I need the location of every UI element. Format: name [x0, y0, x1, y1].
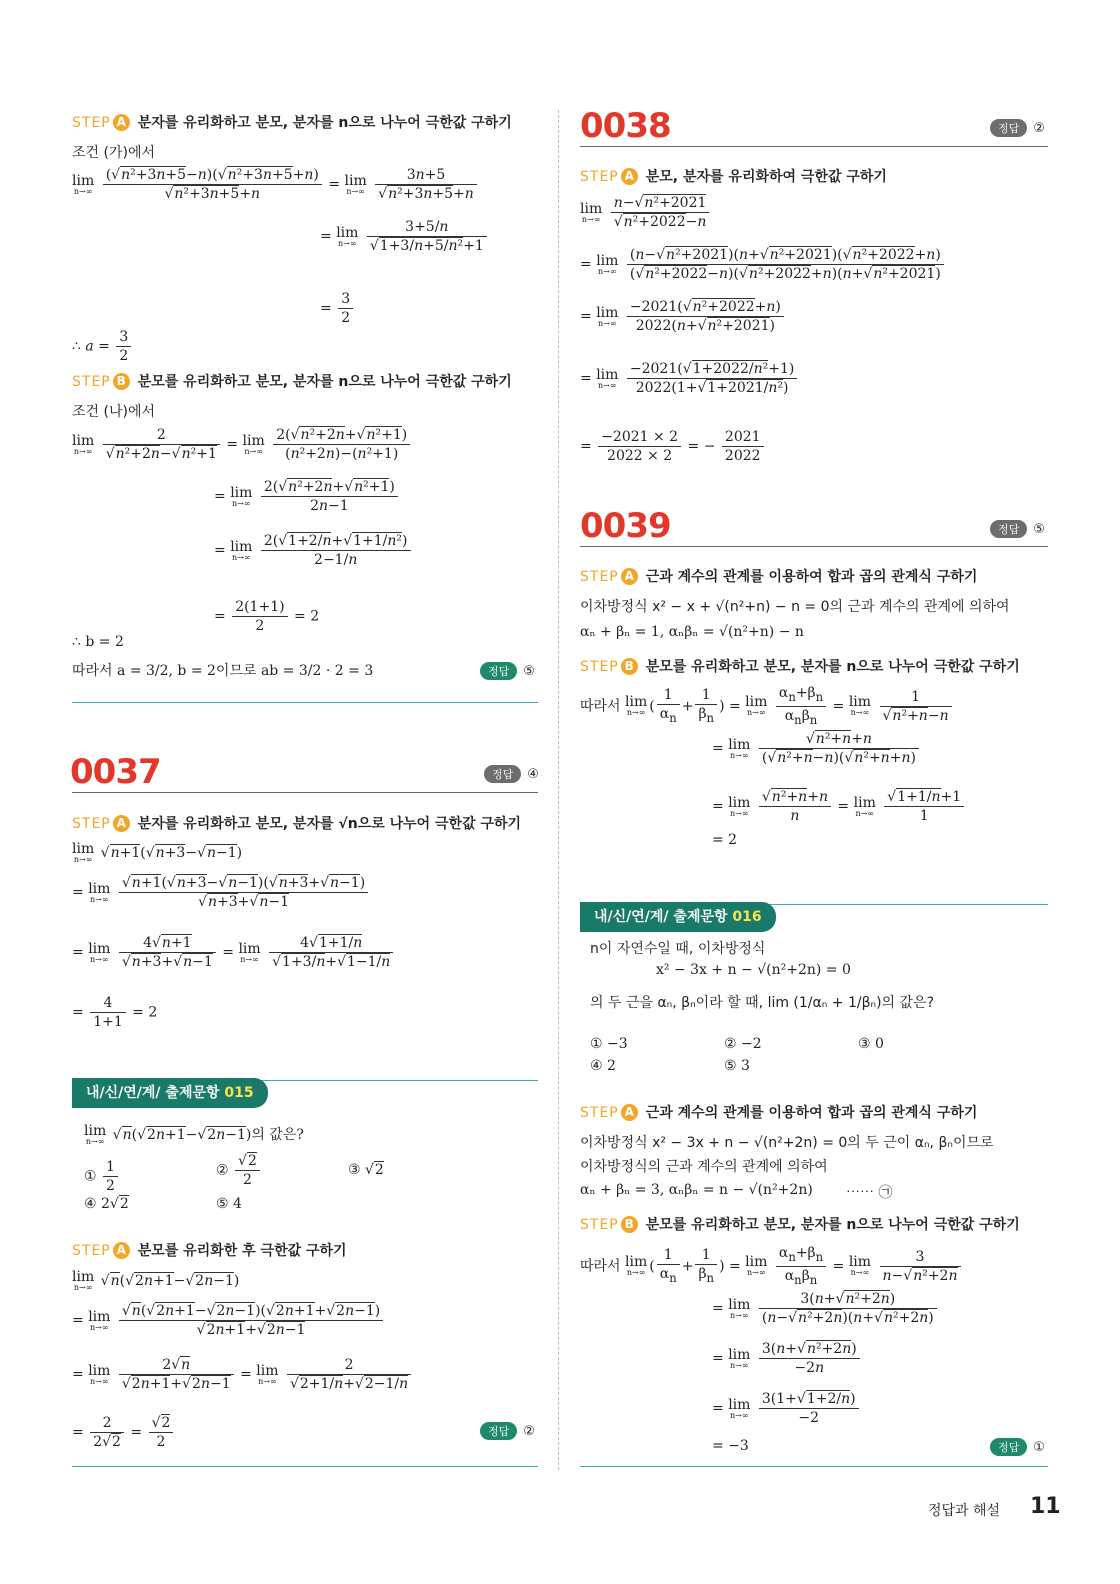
equation: = $\frac{4}{1+1}$ = 2 — [72, 995, 158, 1030]
equation: = $\frac{3}{2}$ — [320, 290, 355, 327]
answer — [480, 1422, 535, 1440]
step-tag: STEP — [580, 659, 619, 675]
question-equation: x² − 3x + n − √(n²+2n) = 0 — [656, 962, 851, 978]
question-line: n이 자연수일 때, 이차방정식 — [590, 941, 766, 957]
option[interactable]: ② $\frac{√2}{2}$ — [216, 1152, 262, 1189]
answer — [484, 765, 539, 783]
equation: = lim n→∞ $\frac{3+5/n}{\text{√1+3/n+5/n²+1}}$ — [320, 218, 489, 255]
step-a-015 — [72, 1240, 347, 1260]
step-title: 분모, 분자를 유리화하여 극한값 구하기 — [645, 169, 887, 185]
answer-badge: 정답 — [480, 1422, 517, 1440]
step-badge: A — [113, 114, 130, 131]
step-title: 분모를 유리화한 후 극한값 구하기 — [137, 1243, 347, 1259]
answer — [480, 662, 535, 680]
equation: = −3 — [712, 1438, 749, 1454]
header-number: 015 — [224, 1085, 254, 1101]
step-badge: A — [621, 568, 638, 585]
answer-badge: 정답 — [990, 1438, 1027, 1456]
option[interactable]: ③ √2 — [348, 1162, 384, 1178]
step-tag: STEP — [580, 1217, 619, 1233]
text-line: αₙ + βₙ = 1, αₙβₙ = √(n²+n) − n — [580, 624, 804, 640]
step-badge: A — [621, 168, 638, 185]
divider — [72, 792, 538, 793]
linked-problem-header — [580, 902, 776, 932]
equation: lim n→∞ $\frac{2}{\text{√n²+2n−√n²+1}}$ = lim n→∞ $\frac{\text{2(√n²+2n+√n²+1)}}{\text{(n²+2n)−(n²+1)}}$ — [72, 426, 412, 463]
conclusion: 따라서 a = 3/2, b = 2이므로 ab = 3/2 · 2 = 3 — [72, 663, 374, 679]
text-line: 이차방정식의 근과 계수의 관계에 의하여 — [580, 1159, 828, 1175]
equation: = lim n→∞ $\frac{\text{2(√n²+2n+√n²+1)}}{2n-1}$ — [214, 478, 400, 515]
column-divider — [558, 110, 559, 1470]
step-tag: STEP — [72, 374, 111, 390]
question-line: 의 두 근을 αₙ, βₙ이라 할 때, lim (1/αₙ + 1/βₙ)의 값은? — [590, 995, 935, 1011]
question: lim n→∞ √n(√2n+1−√2n−1)의 값은? — [84, 1123, 304, 1146]
step-tag: STEP — [72, 115, 111, 131]
equation: = lim n→∞ $\frac{2√n}{√2n+1+√2n-1}$ = lim n→∞ $\frac{2}{√2+1/n+√2-1/n}$ — [72, 1356, 413, 1393]
option[interactable]: ④ 2 — [590, 1058, 616, 1074]
step-b-0036 — [72, 371, 512, 391]
step-a-0037 — [72, 813, 521, 833]
header-label: 내/신/연/계/ 출제문항 — [594, 909, 728, 925]
equation: ∴ a = $\frac{3}{2}$ — [72, 328, 133, 365]
equation: = lim n→∞ $\frac{3(1+√1+2/n)}{-2}$ — [712, 1390, 861, 1427]
fraction: $\frac{\text{(√n²+3n+5−n)(√n²+3n+5+n)}}{\text{√n²+3n+5+n}}$ — [103, 166, 322, 203]
equation: lim n→∞ $\frac{\text{n−√n²+2021}}{\text{√n²+2022−n}}$ — [580, 194, 711, 231]
answer-value: ⑤ — [523, 664, 535, 679]
answer-value: ⑤ — [1033, 522, 1045, 537]
problem-number: 0039 — [580, 506, 671, 546]
step-title: 분모를 유리화하고 분모, 분자를 n으로 나누어 극한값 구하기 — [645, 659, 1020, 675]
equation: = $\frac{2(1+1)}{2}$ = 2 — [214, 599, 320, 634]
step-badge: B — [621, 658, 638, 675]
step-badge: B — [621, 1216, 638, 1233]
divider — [72, 1466, 538, 1467]
divider — [580, 146, 1048, 147]
answer-value: ② — [1033, 121, 1045, 136]
divider — [580, 546, 1048, 547]
answer-badge: 정답 — [484, 765, 521, 783]
footer-label: 정답과 해설 — [928, 1503, 1001, 1519]
divider — [580, 1466, 1048, 1467]
equation: = $\frac{-2021 \times 2}{2022 \times 2}$ = − $\frac{2021}{2022}$ — [580, 428, 766, 465]
step-title: 분모를 유리화하고 분모, 분자를 n으로 나누어 극한값 구하기 — [645, 1217, 1020, 1233]
step-badge: A — [113, 815, 130, 832]
page-number: 11 — [1030, 1494, 1061, 1519]
option[interactable]: ③ 0 — [858, 1036, 884, 1052]
problem-number: 0037 — [70, 752, 161, 792]
divider — [72, 702, 538, 703]
text-line: 이차방정식 x² − 3x + n − √(n²+2n) = 0의 두 근이 αₙ, βₙ이므로 — [580, 1135, 994, 1151]
equation: = lim n→∞ $\frac{\text{3(n+√n²+2n)}}{\text{(n−√n²+2n)(n+√n²+2n)}}$ — [712, 1290, 939, 1327]
equation-marker: ⋯⋯ ㉠ — [846, 1185, 893, 1201]
step-tag: STEP — [580, 169, 619, 185]
option[interactable]: ④ 2√2 — [84, 1196, 129, 1212]
step-title: 분자를 유리화하고 분모, 분자를 n으로 나누어 극한값 구하기 — [137, 115, 512, 131]
step-tag: STEP — [580, 1105, 619, 1121]
equation: = lim n→∞ $\frac{\text{√n²+n+n}}{n}$ = lim n→∞ $\frac{√1+1/n+1}{1}$ — [712, 788, 966, 825]
text-line: αₙ + βₙ = 3, αₙβₙ = n − √(n²+2n) — [580, 1182, 813, 1198]
step-tag: STEP — [580, 569, 619, 585]
answer-value: ④ — [527, 767, 539, 782]
equation: = lim n→∞ $\frac{\text{−2021(√1+2022/n²+1)}}{\text{2022(1+√1+2021/n²)}}$ — [580, 360, 799, 397]
equation: = lim n→∞ $\frac{\text{−2021(√n²+2022+n)}}{\text{2022(n+√n²+2021)}}$ — [580, 298, 786, 335]
equation: = lim n→∞ $\frac{\text{2(√1+2/n+√1+1/n²)}}{2-1/n}$ — [214, 532, 413, 569]
answer-value: ② — [523, 1424, 535, 1439]
condition-label: 조건 (가)에서 — [72, 145, 155, 161]
problem-number: 0038 — [580, 106, 671, 146]
header-label: 내/신/연/계/ 출제문항 — [86, 1085, 220, 1101]
equation: lim n→∞ √n(√2n+1−√2n−1) — [72, 1269, 240, 1292]
step-title: 분모를 유리화하고 분모, 분자를 n으로 나누어 극한값 구하기 — [137, 374, 512, 390]
answer — [990, 119, 1045, 137]
answer — [990, 520, 1045, 538]
equation: ∴ b = 2 — [72, 634, 124, 650]
option[interactable]: ② −2 — [724, 1036, 762, 1052]
answer-badge: 정답 — [990, 520, 1027, 538]
equation: = lim n→∞ $\frac{\text{3(n+√n²+2n)}}{-2n}$ — [712, 1340, 862, 1377]
step-a-0038 — [580, 166, 887, 186]
equation: = lim n→∞ $\frac{\text{√n²+n+n}}{\text{(√n²+n−n)(√n²+n+n)}}$ — [712, 730, 921, 767]
option[interactable]: ① $\frac{1}{2}$ — [84, 1158, 120, 1195]
step-badge: B — [113, 373, 130, 390]
step-tag: STEP — [72, 816, 111, 832]
equation: = lim n→∞ $\frac{√n+1(√n+3-√n-1)(√n+3+√n-1)}{√n+3+√n-1}$ — [72, 874, 370, 911]
answer-value: ① — [1033, 1440, 1045, 1455]
step-title: 근과 계수의 관계를 이용하여 합과 곱의 관계식 구하기 — [645, 569, 978, 585]
equation: lim n→∞ √n+1(√n+3−√n−1) — [72, 841, 243, 864]
step-a-016 — [580, 1102, 977, 1122]
step-tag: STEP — [72, 1243, 111, 1259]
equation: = lim n→∞ $\frac{4√n+1}{√n+3+√n-1}$ = lim n→∞ $\frac{4√1+1/n}{√1+3/n+√1-1/n}$ — [72, 934, 395, 971]
text-line: 이차방정식 x² − x + √(n²+n) − n = 0의 근과 계수의 관계에 의하여 — [580, 599, 1010, 615]
answer — [990, 1438, 1045, 1456]
header-number: 016 — [732, 909, 762, 925]
option[interactable]: ① −3 — [590, 1036, 628, 1052]
option[interactable]: ⑤ 4 — [216, 1196, 242, 1212]
equation: = $\frac{2}{2√2}$ = $\frac{√2}{2}$ — [72, 1414, 175, 1451]
equation: = lim n→∞ $\frac{√n(√2n+1-√2n-1)(√2n+1+√2n-1)}{√2n+1+√2n-1}$ — [72, 1302, 385, 1339]
equation: = 2 — [712, 832, 738, 848]
lim-symbol: lim n→∞ — [72, 172, 95, 196]
answer-badge: 정답 — [480, 662, 517, 680]
option[interactable]: ⑤ 3 — [724, 1058, 750, 1074]
step-b-016 — [580, 1214, 1020, 1234]
equation: 따라서 lim n→∞ ( $\frac{1}{\alpha_n}$ + $\frac{1}{\beta_n}$ ) = lim n→∞ $\frac{\alpha_n+\beta_n}{\alpha_n\beta_n}$ = lim n→∞ $\frac{1}{\text{√n²+n−n}}$ — [580, 684, 954, 729]
condition-label: 조건 (나)에서 — [72, 404, 155, 420]
step-a-0039 — [580, 566, 977, 586]
linked-problem-header — [72, 1078, 268, 1108]
step-title: 분자를 유리화하고 분모, 분자를 √n으로 나누어 극한값 구하기 — [137, 816, 522, 832]
equation: 따라서 lim n→∞ ( $\frac{1}{\alpha_n}$ + $\frac{1}{\beta_n}$ ) = lim n→∞ $\frac{\alpha_n+\beta_n}{\alpha_n\beta_n}$ = lim n→∞ $\frac{3}{\text{n−√n²+2n}}$ — [580, 1244, 963, 1289]
equation: lim n→∞ $\frac{\text{(√n²+3n+5−n)(√n²+3n+5+n)}}{\text{√n²+3n+5+n}}$ = lim n→∞ $\frac{3n+5}{\text{√n²+3n+5+n}}$ — [72, 166, 479, 203]
step-badge: A — [113, 1242, 130, 1259]
step-title: 근과 계수의 관계를 이용하여 합과 곱의 관계식 구하기 — [645, 1105, 978, 1121]
step-b-0039 — [580, 656, 1020, 676]
answer-badge: 정답 — [990, 119, 1027, 137]
step-badge: A — [621, 1104, 638, 1121]
equation: = lim n→∞ $\frac{\text{(n−√n²+2021)(n+√n²+2021)(√n²+2022+n)}}{\text{(√n²+2022−n)(√n²+2022+n)(n+√n²+2021)}}$ — [580, 246, 946, 283]
step-a-0036 — [72, 112, 512, 132]
